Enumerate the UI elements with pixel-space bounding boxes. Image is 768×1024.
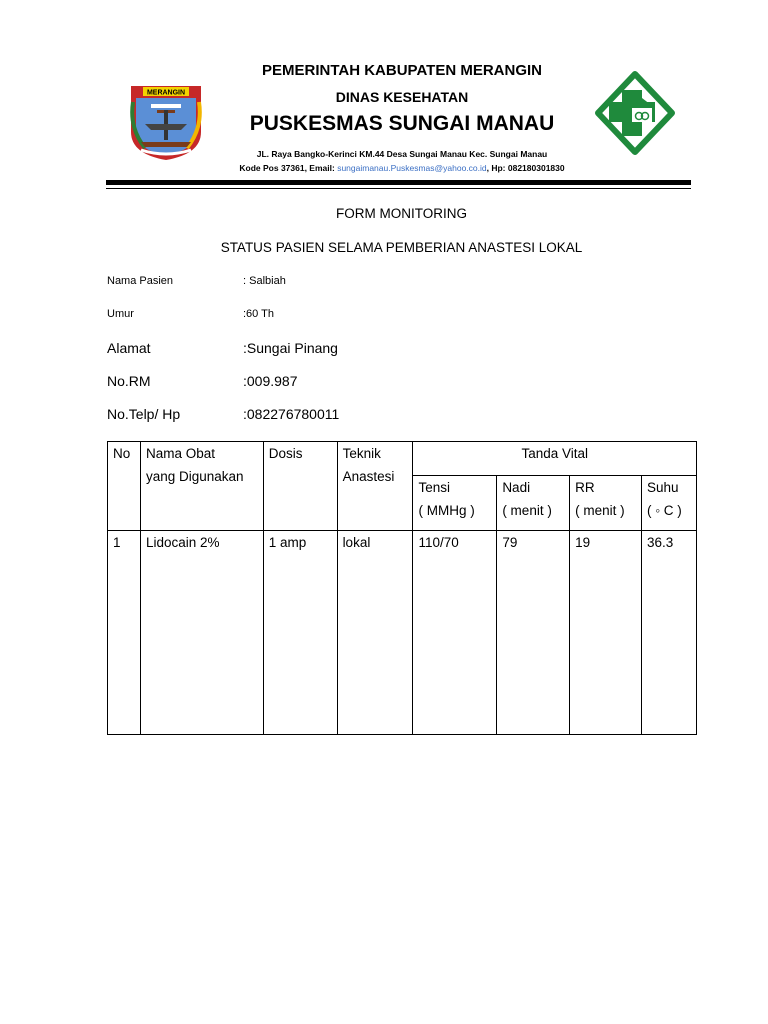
cell-dosis: 1 amp xyxy=(263,531,337,735)
patient-rm-label: No.RM xyxy=(107,373,151,389)
cell-no: 1 xyxy=(108,531,141,735)
vital-signs-table xyxy=(107,441,697,735)
logo-text: MERANGIN xyxy=(146,89,186,97)
header-rr-line1: RR xyxy=(575,480,595,495)
merangin-logo xyxy=(127,80,205,162)
letterhead-contact xyxy=(200,163,604,173)
letterhead-divider-thin xyxy=(106,188,691,189)
postal-code-text: Kode Pos 37361, Email: xyxy=(239,163,338,173)
header-tanda-vital: Tanda Vital xyxy=(413,442,697,476)
letterhead-puskesmas: PUSKESMAS SUNGAI MANAU xyxy=(249,112,555,135)
header-nadi xyxy=(497,476,570,531)
cell-obat: Lidocain 2% xyxy=(140,531,263,735)
header-rr xyxy=(570,476,642,531)
patient-address-value: :Sungai Pinang xyxy=(243,340,338,356)
header-nama-obat-line1: Nama Obat xyxy=(145,446,215,461)
header-dosis: Dosis xyxy=(263,442,337,531)
puskesmas-logo xyxy=(592,68,678,158)
header-no: No xyxy=(108,442,141,531)
header-suhu-line2: ( ◦ C ) xyxy=(647,503,682,518)
table-header-row xyxy=(108,442,697,476)
header-nadi-line2: ( menit ) xyxy=(502,503,552,518)
header-rr-line2: ( menit ) xyxy=(575,503,625,518)
header-suhu-line1: Suhu xyxy=(647,480,679,495)
header-suhu xyxy=(642,476,697,531)
letterhead-department: DINAS KESEHATAN xyxy=(335,89,469,105)
header-nama-obat xyxy=(140,442,263,531)
form-title: FORM MONITORING xyxy=(336,206,467,221)
letterhead-government: PEMERINTAH KABUPATEN MERANGIN xyxy=(262,62,542,79)
header-teknik-line1: Teknik xyxy=(342,446,381,461)
cell-tensi: 110/70 xyxy=(413,531,497,735)
email-link[interactable]: sungaimanau.Puskesmas@yahoo.co.id xyxy=(337,163,487,173)
patient-rm-value: :009.987 xyxy=(243,373,298,389)
phone-text: , Hp: 082180301830 xyxy=(486,163,565,173)
patient-name-label: Nama Pasien xyxy=(107,275,174,287)
patient-address-label: Alamat xyxy=(107,340,151,356)
patient-phone-value: :082276780011 xyxy=(243,406,340,422)
patient-age-label: Umur xyxy=(107,308,134,320)
header-nadi-line1: Nadi xyxy=(502,480,531,495)
patient-phone-label: No.Telp/ Hp xyxy=(107,406,181,422)
cell-teknik: lokal xyxy=(337,531,413,735)
header-nama-obat-line2: yang Digunakan xyxy=(145,469,244,484)
cell-nadi: 79 xyxy=(497,531,570,735)
header-tensi-line2: ( MMHg ) xyxy=(418,503,475,518)
letterhead-divider-thick xyxy=(106,180,691,185)
patient-age-value: :60 Th xyxy=(243,308,274,320)
header-tensi xyxy=(413,476,497,531)
letterhead-address: JL. Raya Bangko-Kerinci KM.44 Desa Sungai Manau Kec. Sungai Manau xyxy=(256,149,548,159)
cell-suhu: 36.3 xyxy=(642,531,697,735)
header-teknik xyxy=(337,442,413,531)
table-row xyxy=(108,531,697,735)
form-subtitle: STATUS PASIEN SELAMA PEMBERIAN ANASTESI LOKAL xyxy=(220,240,583,255)
header-tensi-line1: Tensi xyxy=(418,480,450,495)
cell-rr: 19 xyxy=(570,531,642,735)
patient-name-value: : Salbiah xyxy=(243,275,286,287)
header-teknik-line2: Anastesi xyxy=(342,469,395,484)
